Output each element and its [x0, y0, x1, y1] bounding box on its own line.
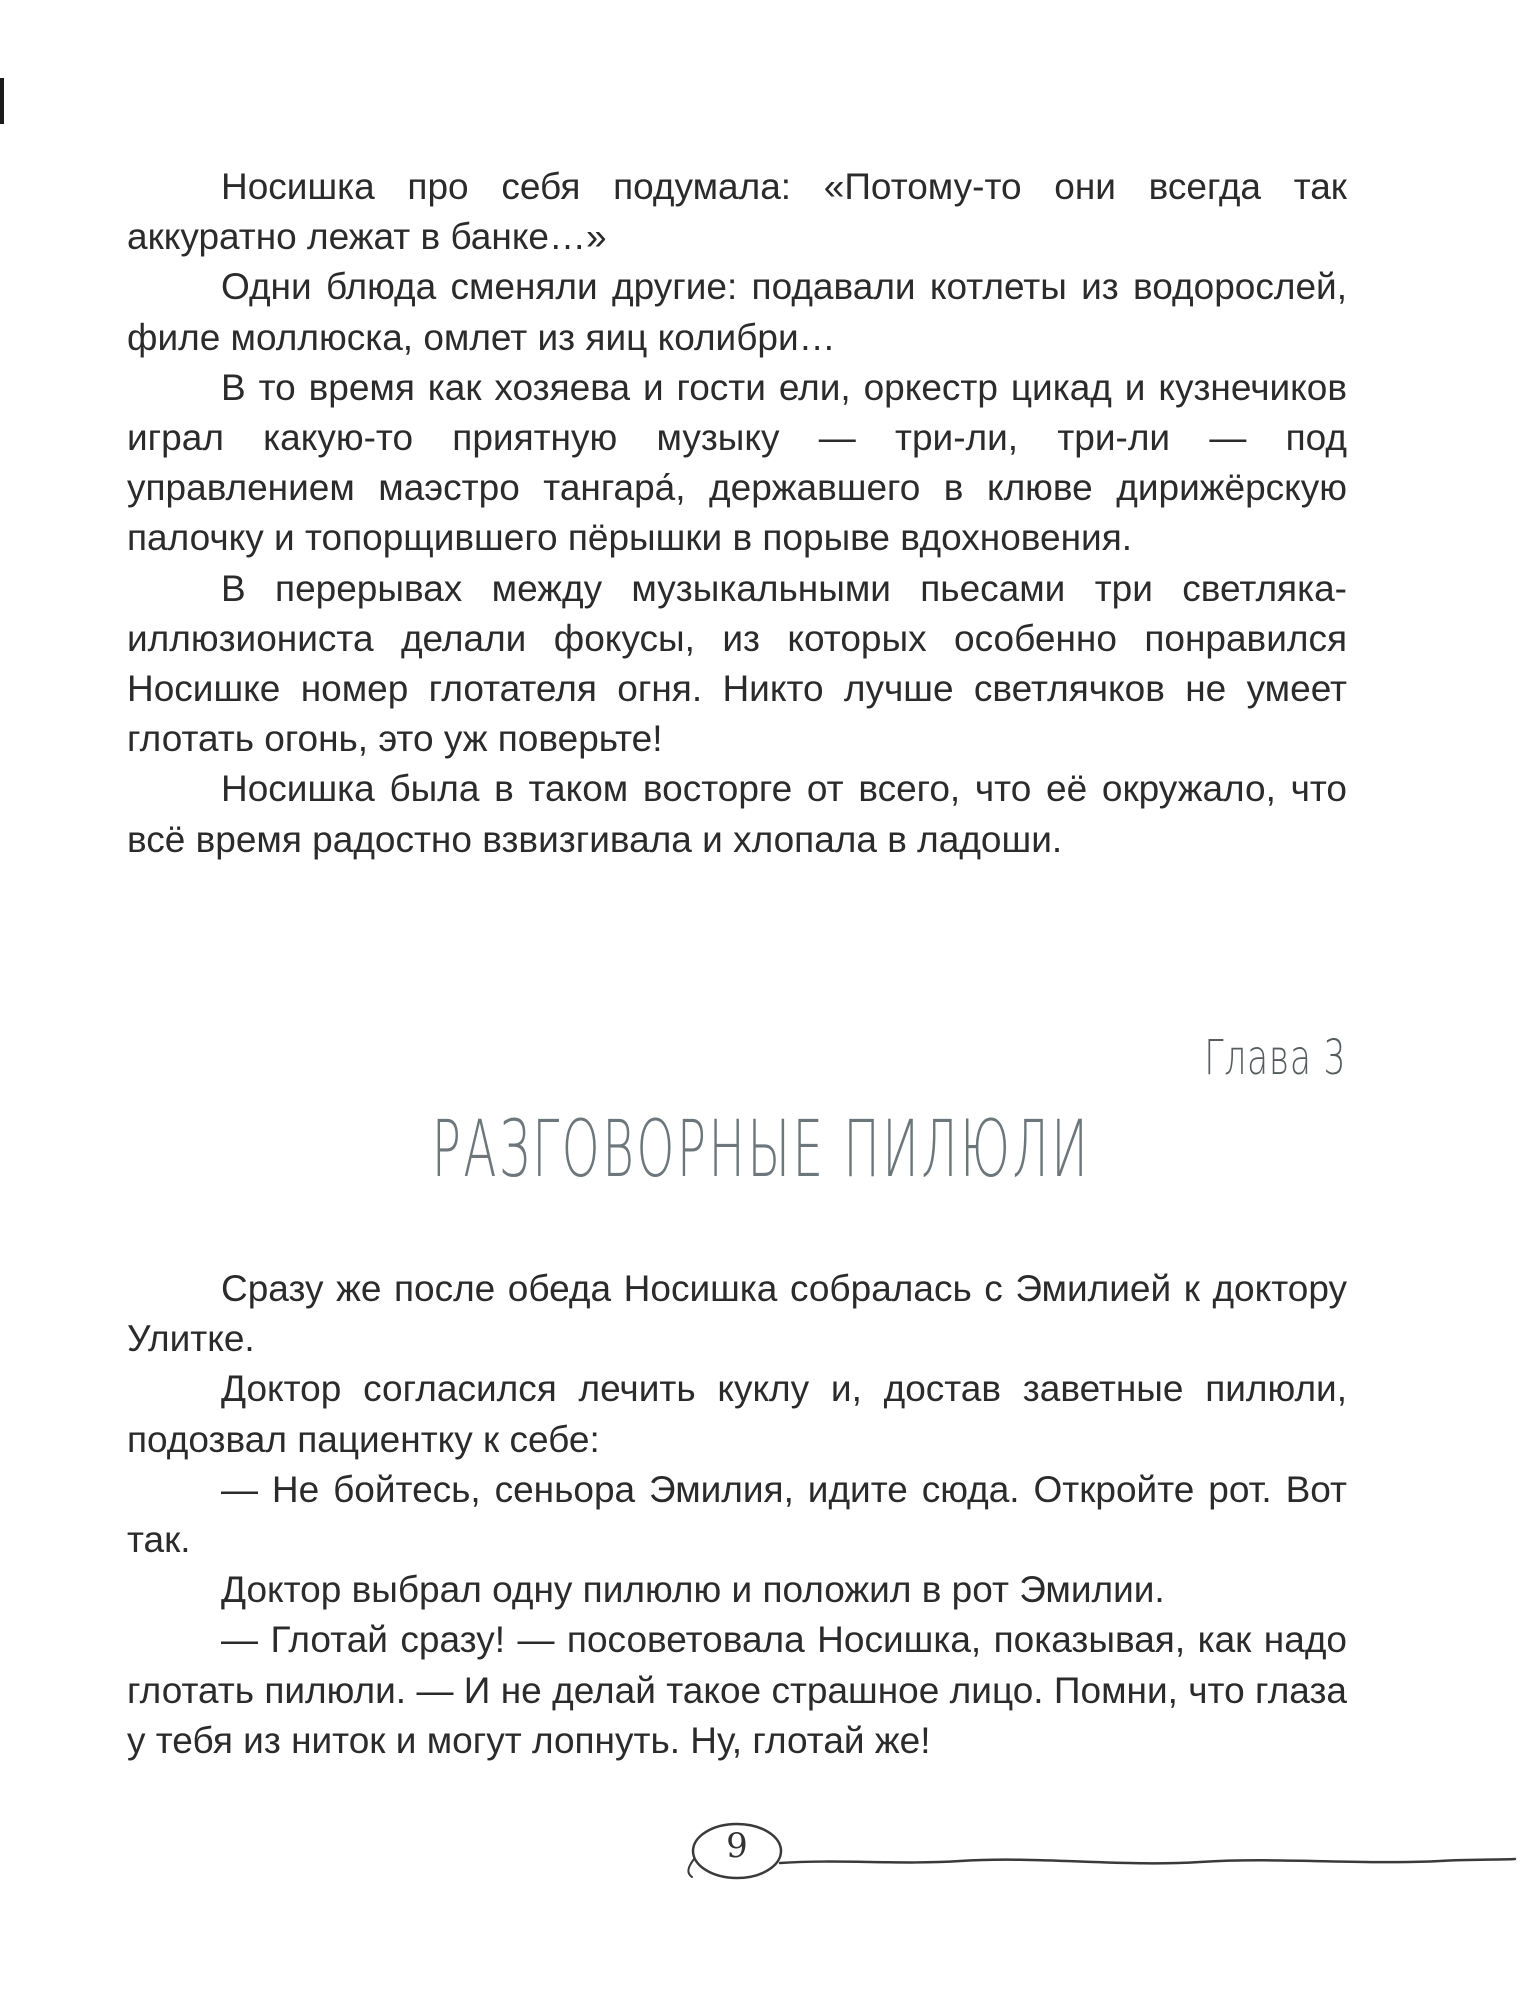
text-block-lower: [127, 1264, 1347, 1766]
paragraph: Доктор согласился лечить куклу и, достав заветные пилюли, подозвал пациентку к себе:: [127, 1368, 1347, 1460]
paragraph: Носишка была в таком восторге от всего, что её окружало, что всё время радостно взвизгивала и хлопала в ладоши.: [127, 768, 1347, 860]
paragraph: В то время как хозяева и гости ели, оркестр цикад и кузнечиков играл какую-то приятную музыку — три-ли, три-ли — под управлением маэстро тангара́, державшего в клюве дирижёрскую палочку и топорщившего пёрышки в порыве вдохновения.: [127, 366, 1347, 559]
paragraph: Сразу же после обеда Носишка собралась с Эмилией к доктору Улитке.: [127, 1268, 1347, 1360]
paragraph: Доктор выбрал одну пилюлю и положил в рот Эмилии.: [221, 1569, 1165, 1611]
footer-wave-line: [780, 1859, 1515, 1863]
chapter-label: Глава 3: [1204, 1030, 1346, 1086]
paragraph: — Не бойтесь, сеньора Эмилия, идите сюда. Откройте рот. Вот так.: [127, 1468, 1347, 1561]
paragraph: — Глотай сразу! — посоветовала Носишка, показывая, как надо глотать пилюли. — И не делай такое страшное лицо. Помни, что глаза у тебя из ниток и могут лопнуть. Ну, глотай же!: [127, 1619, 1347, 1761]
paragraph: В перерывах между музыкальными пьесами три светляка-иллюзиониста делали фокусы, из которых особенно понравился Носишке номер глотателя огня. Никто лучше светлячков не умеет глотать огонь, это уж поверьте!: [127, 567, 1347, 760]
scan-edge-mark: [0, 78, 4, 124]
chapter-title: [0, 1105, 1522, 1195]
paragraph: Одни блюда сменяли другие: подавали котлеты из водорослей, филе моллюска, омлет из яиц колибри…: [127, 266, 1347, 358]
text-block-upper: [127, 162, 1347, 865]
chapter-title-text: РАЗГОВОРНЫЕ ПИЛЮЛИ: [431, 1105, 1091, 1195]
oval-tail-stroke: [688, 1859, 694, 1877]
page-number: 9: [726, 1826, 748, 1866]
paragraph: Носишка про себя подумала: «Потому-то они всегда так аккуратно лежат в банке…»: [127, 166, 1347, 258]
